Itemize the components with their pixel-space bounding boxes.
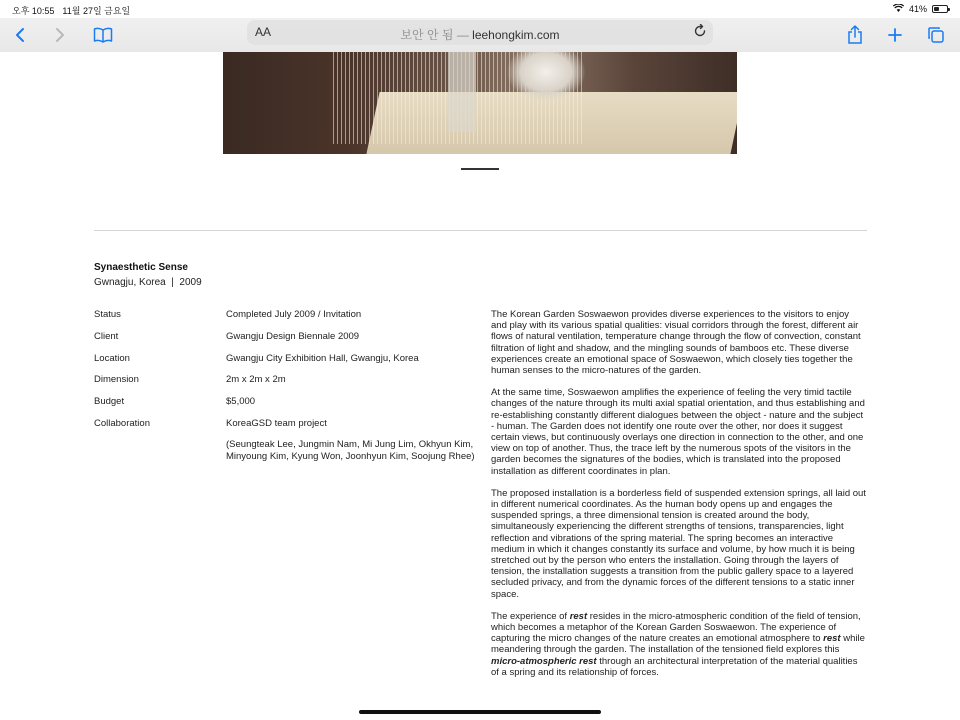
section-divider	[94, 230, 867, 231]
info-key: Status	[94, 309, 121, 320]
tabs-button[interactable]	[924, 23, 948, 47]
domain-text: leehongkim.com	[472, 28, 560, 42]
info-row-dimension	[94, 374, 484, 396]
info-key: Dimension	[94, 374, 139, 386]
info-value: Gwangju City Exhibition Hall, Gwangju, Korea	[226, 352, 419, 364]
description-paragraph-2: At the same time, Soswaewon amplifies the experience of feeling the very timid tactile changes of the nature through its multi axial spatial orientation, and thus establishing and re-establishing constantly different dialogues between the object - nature and the subject - human. The Garden does not identify one route over the other, nor does it suggest certain views, but continuously overlays one direction in connection to the other, and one view on top of another. Thus, the trace left by the numerous spots of the visitors in the garden becomes the signatures of the bodies, which is translated into the proposed installation as different coordinates in plan.	[491, 387, 865, 477]
status-date: 11월 27일 금요일	[62, 6, 131, 16]
project-info-table	[94, 309, 484, 440]
description-paragraph-1: The Korean Garden Soswaewon provides diverse experiences to the visitors to enjoy and play with its various spatial qualities: visual corridors through the forest, different air flows of natural ventilation, temperature change through the flow of convection, constant filtration of light and shadow, and the mingling sounds of bamboos etc. These diverse experiences create an emotional space of Soswaewon, which closely ties together the human senses to the micro-natures of the garden.	[491, 309, 861, 377]
plus-icon	[887, 27, 903, 43]
project-title: Synaesthetic Sense	[94, 262, 188, 273]
info-value: 2m x 2m x 2m	[226, 374, 286, 386]
info-row-collaboration	[94, 418, 484, 440]
back-button[interactable]	[8, 23, 32, 47]
info-key: Client	[94, 330, 119, 342]
photo-figure-shape	[506, 52, 586, 102]
info-key: Location	[94, 352, 130, 364]
share-button[interactable]	[843, 23, 867, 47]
bookmarks-button[interactable]	[91, 23, 115, 47]
chevron-left-icon	[14, 27, 26, 43]
tabs-icon	[927, 26, 945, 44]
status-time: 오후 10:55	[12, 6, 55, 16]
description-paragraph-3: The proposed installation is a borderless field of suspended extension springs, all laid out in different numerical coordinates. As the human body opens up and engages the suspended springs, a three dimensional tension is created around the body, simultaneously experiencing the different strengths of tensions, transparencies, light reflection and vibrations of the spring material. The spring becomes an interactive medium in which it changes constantly its surface and volume, by how much it is being stretched out by the person who enters the installation. Going through the layers of tension, the installation suggests a transition from the public gallery space to a layered secluded privacy, and from the dynamic forces of the different tensions to a static inner space.	[491, 487, 866, 600]
photo-pillar-shape	[448, 52, 476, 132]
info-value: Completed July 2009 / Invitation	[226, 309, 362, 320]
project-location-year: Gwnagju, Korea | 2009	[94, 277, 202, 288]
not-secure-label: 보안 안 됨 —	[400, 28, 469, 42]
book-icon	[93, 27, 113, 43]
reload-icon	[693, 24, 707, 38]
description-paragraph-4: The experience of rest resides in the micro-atmospheric condition of the field of tension, which becomes a metaphor of the Korean Garden Soswaewon. The experience of capturing the micro changes of the nature creates an emotional atmosphere to rest while meandering through the garden. The installation of the tensioned field explores this micro-atmospheric rest through an architectural interpretation of the material qualities of a spring and its relationship of forces.	[491, 610, 865, 678]
battery-icon	[932, 5, 948, 13]
share-icon	[847, 25, 863, 45]
collaborator-names: (Seungteak Lee, Jungmin Nam, Mi Jung Lim, Okhyun Kim, Minyoung Kim, Kyung Won, Joonhyun Kim, Soojung Rhee)	[226, 439, 475, 462]
info-row-budget	[94, 396, 484, 418]
chevron-right-icon	[54, 27, 66, 43]
forward-button[interactable]	[48, 23, 72, 47]
info-value: $5,000	[226, 396, 256, 408]
home-indicator[interactable]	[359, 710, 601, 714]
project-photo[interactable]	[223, 52, 737, 154]
slide-indicator[interactable]	[461, 168, 499, 170]
status-bar	[0, 0, 960, 18]
url-display	[247, 26, 713, 43]
wifi-icon	[893, 4, 904, 14]
info-value: Gwangju Design Biennale 2009	[226, 330, 360, 342]
info-value: KoreaGSD team project	[226, 417, 327, 429]
reload-button[interactable]	[693, 24, 707, 43]
address-bar[interactable]	[247, 20, 713, 45]
info-row-location	[94, 353, 484, 375]
new-tab-button[interactable]	[883, 23, 907, 47]
battery-percent: 41%	[908, 4, 927, 14]
info-key: Budget	[94, 396, 125, 408]
info-row-status	[94, 309, 484, 331]
info-row-client	[94, 331, 484, 353]
battery-fill	[934, 7, 939, 11]
project-description	[491, 309, 867, 689]
reader-aa-button[interactable]: AA	[255, 25, 272, 39]
info-key: Collaboration	[94, 417, 150, 429]
